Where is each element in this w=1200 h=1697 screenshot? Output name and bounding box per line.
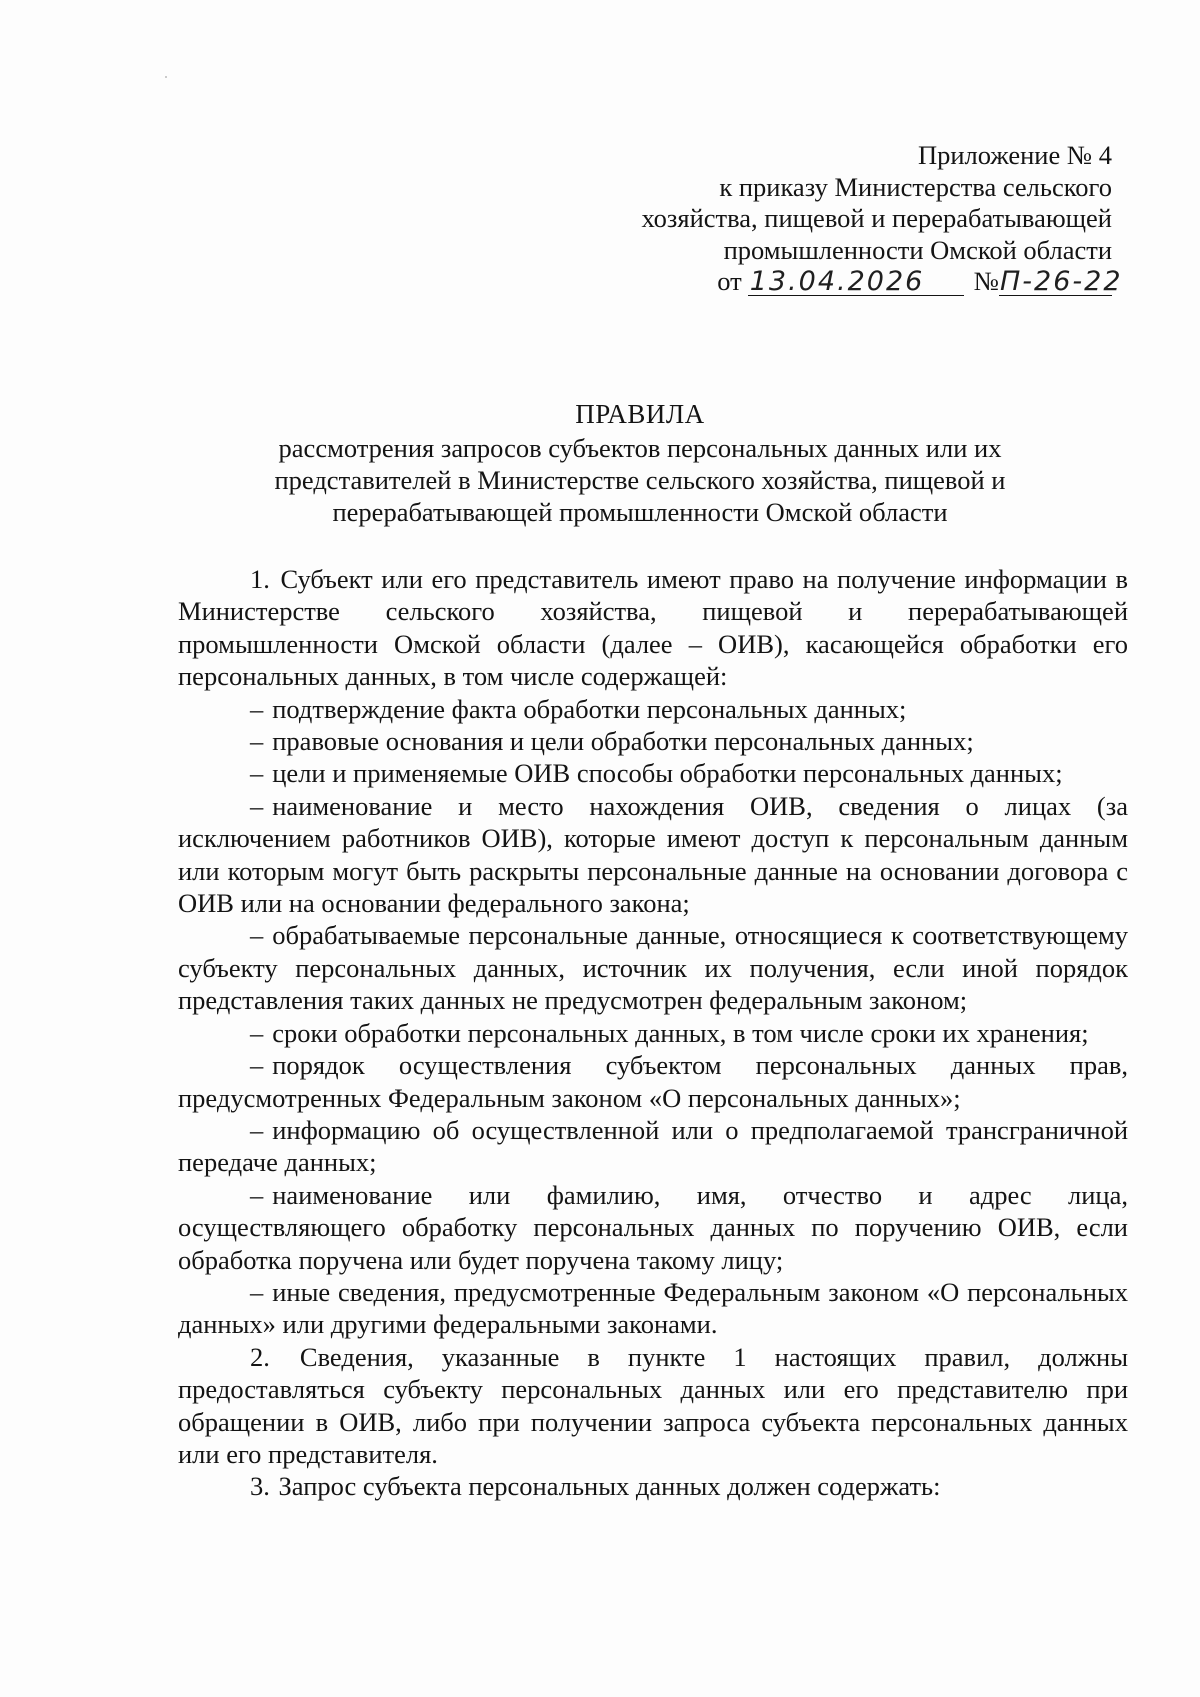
document-title-block xyxy=(160,398,1120,528)
list-item xyxy=(178,1276,1128,1341)
paragraph-3-number: 3. xyxy=(250,1471,270,1502)
list-item-text: порядок осуществления субъектом персональных данных прав, предусмотренных Федеральным законом «О персональных данных»; xyxy=(178,1050,1128,1113)
dash-marker: – xyxy=(250,693,264,724)
dash-marker: – xyxy=(250,1050,264,1081)
list-item-text: обрабатываемые персональные данные, относящиеся к соответствующему субъекту персональных данных, источник их получения, если иной порядок представления таких данных не предусмотрен федеральным законом; xyxy=(178,920,1128,1016)
appendix-ministry-line: хозяйства, пищевой и перерабатывающей xyxy=(641,203,1112,233)
list-item xyxy=(178,725,1128,757)
list-item xyxy=(178,693,1128,725)
list-item xyxy=(178,790,1128,920)
list-item-text: подтверждение факта обработки персональных данных; xyxy=(272,693,907,724)
paragraph-1-number: 1. xyxy=(250,564,270,594)
date-label: от xyxy=(717,266,742,296)
scan-speck xyxy=(165,76,167,78)
handwritten-number: П-26-22 xyxy=(1000,266,1123,297)
number-label: № xyxy=(973,266,999,296)
paragraph-3 xyxy=(178,1470,1128,1502)
title-subline-3: перерабатывающей промышленности Омской области xyxy=(332,497,948,527)
list-item xyxy=(178,1049,1128,1114)
list-item-text: цели и применяемые ОИВ способы обработки персональных данных; xyxy=(272,758,1063,789)
paragraph-2-number: 2. xyxy=(250,1341,270,1372)
title-subline-1: рассмотрения запросов субъектов персональных данных или их xyxy=(278,433,1002,463)
title-subline-2: представителей в Министерстве сельского хозяйства, пищевой и xyxy=(274,465,1006,495)
handwritten-date: 13.04.2026 xyxy=(748,269,964,296)
paragraph-1-text: Субъект или его представитель имеют право на получение информации в Министерстве сельского хозяйства, пищевой и перерабатывающей промышленности Омской области (далее – ОИВ), касающейся обработки его персональных данных, в том числе содержащей: xyxy=(178,564,1128,692)
dash-marker: – xyxy=(250,758,264,789)
order-date-number-line xyxy=(412,266,1123,298)
dash-marker: – xyxy=(250,920,264,951)
document-title: ПРАВИЛА xyxy=(575,399,705,429)
list-item xyxy=(178,919,1128,1016)
appendix-number: Приложение № 4 xyxy=(917,140,1112,170)
dash-marker: – xyxy=(250,726,264,757)
paragraph-3-text: Запрос субъекта персональных данных должен содержать: xyxy=(278,1471,941,1502)
list-item xyxy=(178,757,1128,789)
list-item-text: наименование и место нахождения ОИВ, сведения о лицах (за исключением работников ОИВ), которые имеют доступ к персональным данным или которым могут быть раскрыты персональные данные на основании договора с ОИВ или на основании федерального закона; xyxy=(178,790,1128,919)
list-item-text: иные сведения, предусмотренные Федеральным законом «О персональных данных» или другими федеральными законами. xyxy=(178,1276,1128,1340)
dash-marker: – xyxy=(250,790,264,821)
dash-marker: – xyxy=(250,1179,264,1210)
list-item-text: сроки обработки персональных данных, в том числе сроки их хранения; xyxy=(272,1017,1089,1048)
appendix-header xyxy=(412,140,1123,298)
list-item-text: правовые основания и цели обработки персональных данных; xyxy=(272,726,974,757)
list-item xyxy=(178,1017,1128,1049)
paragraph-1 xyxy=(178,563,1128,693)
list-item xyxy=(178,1114,1128,1179)
dash-marker: – xyxy=(250,1114,264,1145)
paragraph-2-text: Сведения, указанные в пункте 1 настоящих правил, должны предоставляться субъекту персональных данных или его представителю при обращении в ОИВ, либо при получении запроса субъекта персональных данных или его представителя. xyxy=(178,1341,1129,1469)
dash-marker: – xyxy=(250,1017,264,1048)
appendix-region-line: промышленности Омской области xyxy=(723,234,1112,265)
document-body xyxy=(178,563,1128,1503)
dash-marker: – xyxy=(250,1276,264,1307)
list-item-text: информацию об осуществленной или о предполагаемой трансграничной передаче данных; xyxy=(178,1114,1128,1178)
list-item-text: наименование или фамилию, имя, отчество и адрес лица, осуществляющего обработку персональных данных по поручению ОИВ, если обработка поручена или будет поручена такому лицу; xyxy=(178,1179,1128,1275)
appendix-order-ref: к приказу Министерства сельского xyxy=(719,171,1112,202)
paragraph-2 xyxy=(178,1341,1128,1471)
list-item xyxy=(178,1179,1128,1276)
